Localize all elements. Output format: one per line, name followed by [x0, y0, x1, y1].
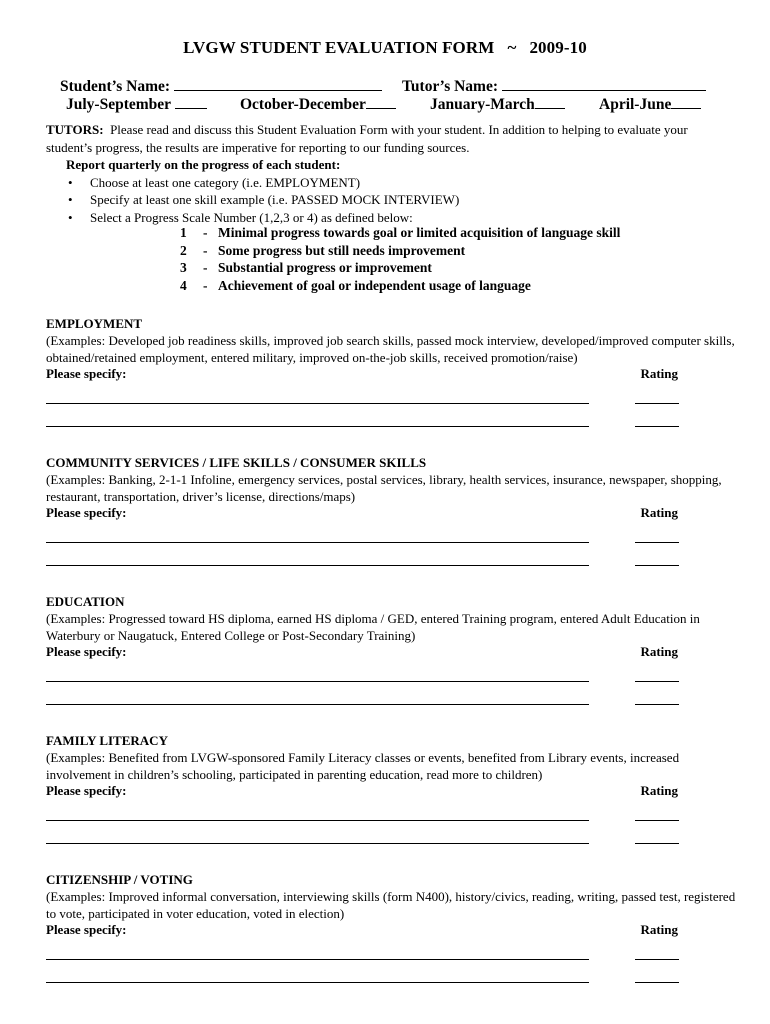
scale-number: 1: [180, 225, 187, 240]
section-examples: (Examples: Developed job readiness skills, improved job search skills, passed mock interview, developed/improved computer skills, obtained/retained employment, entered military, improved on-the-job skills, received promotion/raise): [46, 332, 735, 365]
rating-line-1[interactable]: [635, 542, 679, 543]
please-specify-label: Please specify:: [46, 783, 127, 799]
instructions-paragraph: [46, 121, 726, 156]
section-education: [46, 594, 736, 661]
rating-line-2[interactable]: [635, 565, 679, 566]
list-item-text: Specify at least one skill example (i.e. PASSED MOCK INTERVIEW): [90, 192, 460, 207]
specify-line-1[interactable]: [46, 542, 589, 543]
scale-row: 3 - Substantial progress or improvement: [180, 260, 432, 276]
quarter-january-march: [430, 94, 565, 114]
scale-row: 4 - Achievement of goal or independent usage of language: [180, 277, 531, 293]
rating-label: Rating: [640, 366, 678, 382]
student-name-label: Student’s Name:: [60, 78, 171, 95]
rating-label: Rating: [640, 644, 678, 660]
rating-line-1[interactable]: [635, 820, 679, 821]
instruction-list: [46, 174, 726, 227]
please-specify-label: Please specify:: [46, 644, 127, 660]
rating-label: Rating: [640, 922, 678, 938]
specify-line-2[interactable]: [46, 565, 589, 566]
specify-line-1[interactable]: [46, 959, 589, 960]
section-title: EDUCATION: [46, 594, 125, 609]
tutor-name-row: [402, 76, 706, 96]
scale-number: 3: [180, 260, 187, 276]
progress-scale: [180, 224, 620, 294]
section-citizenship-voting: [46, 872, 736, 939]
specify-row: [46, 366, 736, 383]
quarter-label: April-June: [599, 96, 672, 113]
section-title: COMMUNITY SERVICES / LIFE SKILLS / CONSUMER SKILLS: [46, 455, 427, 470]
please-specify-label: Please specify:: [46, 922, 127, 938]
specify-row: [46, 922, 736, 939]
bullet-icon: •: [68, 192, 73, 207]
section-examples: (Examples: Banking, 2-1-1 Infoline, emergency services, postal services, library, health services, insurance, newspaper, shopping, restaurant, transportation, driver’s license, directions/maps): [46, 471, 722, 504]
section-examples: (Examples: Benefited from LVGW-sponsored Family Literacy classes or events, benefited from Library events, increased involvement in children’s schooling, participated in parenting education, read more to children): [46, 749, 680, 782]
rating-label: Rating: [640, 783, 678, 799]
section-family-literacy: [46, 733, 736, 800]
please-specify-label: Please specify:: [46, 366, 127, 382]
list-item-text: Select a Progress Scale Number (1,2,3 or 4) as defined below:: [90, 209, 413, 225]
scale-text: Substantial progress or improvement: [218, 260, 432, 276]
rating-label: Rating: [640, 505, 678, 521]
quarter-field[interactable]: [366, 94, 396, 109]
specify-line-2[interactable]: [46, 704, 589, 705]
specify-line-2[interactable]: [46, 843, 589, 844]
scale-number: 2: [180, 242, 187, 258]
specify-line-1[interactable]: [46, 820, 589, 821]
tutor-name-label: Tutor’s Name:: [402, 78, 498, 95]
quarter-label: July-September: [66, 96, 171, 113]
specify-line-1[interactable]: [46, 403, 589, 404]
scale-text: Some progress but still needs improvement: [218, 242, 466, 258]
tutor-name-field[interactable]: [502, 76, 706, 91]
section-title: CITIZENSHIP / VOTING: [46, 872, 193, 887]
specify-row: [46, 505, 736, 522]
bullet-icon: •: [68, 209, 73, 225]
bullet-icon: •: [68, 174, 73, 190]
quarter-label: October-December: [240, 96, 366, 113]
quarter-field[interactable]: [175, 94, 207, 109]
quarter-label: January-March: [430, 96, 535, 113]
instructions-text: Please read and discuss this Student Evaluation Form with your student. In addition to helping to evaluate your student’s progress, the results are imperative for reporting to our funding sources.: [46, 122, 688, 155]
scale-text: Achievement of goal or independent usage of language: [218, 277, 531, 293]
rating-line-2[interactable]: [635, 704, 679, 705]
rating-line-2[interactable]: [635, 982, 679, 983]
scale-text: Minimal progress towards goal or limited acquisition of language skill: [218, 225, 621, 240]
instructions: [46, 121, 726, 226]
scale-row: 2 - Some progress but still needs improvement: [180, 242, 466, 258]
specify-line-2[interactable]: [46, 426, 589, 427]
rating-line-1[interactable]: [635, 681, 679, 682]
quarter-october-december: [240, 94, 396, 114]
rating-line-1[interactable]: [635, 959, 679, 960]
student-name-field[interactable]: [174, 76, 382, 91]
list-item-text: Choose at least one category (i.e. EMPLOYMENT): [90, 174, 361, 190]
specify-row: [46, 644, 736, 661]
specify-line-2[interactable]: [46, 982, 589, 983]
report-heading: Report quarterly on the progress of each student:: [66, 157, 341, 172]
student-name-row: [60, 76, 382, 96]
section-examples: (Examples: Progressed toward HS diploma, earned HS diploma / GED, entered Training program, entered Adult Education in Waterbury or Naugatuck, Entered College or Post-Secondary Training): [46, 610, 700, 643]
tutors-lead: TUTORS:: [46, 122, 104, 137]
rating-line-2[interactable]: [635, 426, 679, 427]
quarter-july-september: [66, 94, 207, 114]
quarter-field[interactable]: [671, 94, 701, 109]
rating-line-2[interactable]: [635, 843, 679, 844]
quarter-april-june: [599, 94, 701, 114]
specify-line-1[interactable]: [46, 681, 589, 682]
specify-row: [46, 783, 736, 800]
section-title: EMPLOYMENT: [46, 316, 143, 331]
rating-line-1[interactable]: [635, 403, 679, 404]
list-item: [46, 174, 726, 192]
section-community-services: [46, 455, 736, 522]
please-specify-label: Please specify:: [46, 505, 127, 521]
quarter-field[interactable]: [535, 94, 565, 109]
form-title: LVGW STUDENT EVALUATION FORM ~ 2009-10: [183, 38, 587, 57]
section-examples: (Examples: Improved informal conversation, interviewing skills (form N400), history/civics, reading, writing, passed test, registered to vote, participated in voter education, voted in election): [46, 888, 736, 921]
list-item: [46, 191, 726, 209]
scale-number: 4: [180, 277, 187, 293]
section-employment: [46, 316, 736, 383]
section-title: FAMILY LITERACY: [46, 733, 168, 748]
scale-row: 1 - Minimal progress towards goal or limited acquisition of language skill: [180, 225, 621, 240]
